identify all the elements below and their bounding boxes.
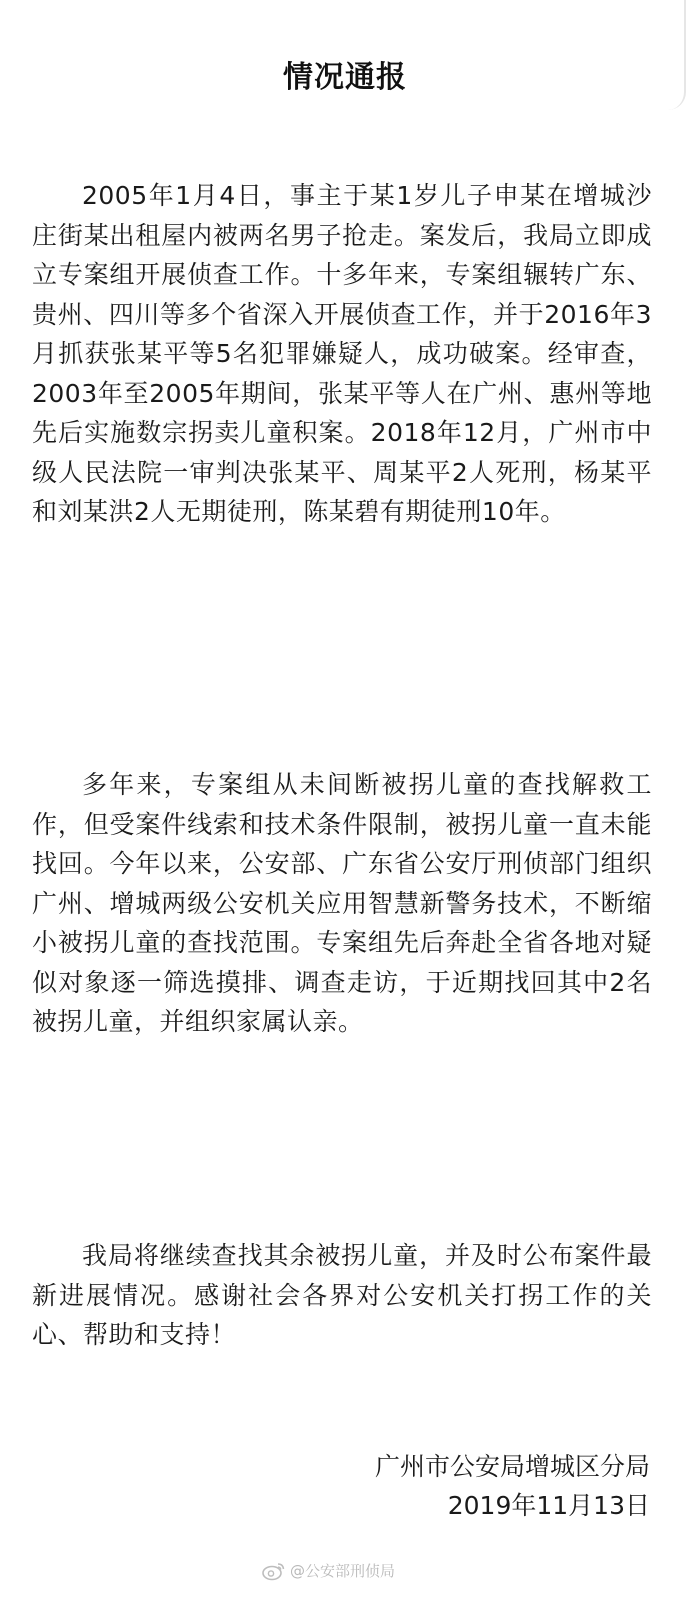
paragraph-case-history: 2005年1月4日，事主于某1岁儿子申某在增城沙庄街某出租屋内被两名男子抢走。案发后，我局立即成立专案组开展侦查工作。十多年来，专案组辗转广东、贵州、四川等多个省深入开展侦查工作，并于2016年3月抓获张某平等5名犯罪嫌疑人，成功破案。经审查，2003年至2005年期间，张某平等人在广州、惠州等地先后实施数宗拐卖儿童积案。2018年12月，广州市中级人民法院一审判决张某平、周某平2人死刑，杨某平和刘某洪2人无期徒刑，陈某碧有期徒刑10年。 [32,181,652,526]
watermark-text: @公安部刑侦局 [290,1562,396,1580]
weibo-icon [262,1561,286,1581]
paragraph-search-progress: 多年来，专案组从未间断被拐儿童的查找解救工作，但受案件线索和技术条件限制，被拐儿童一直未能找回。今年以来，公安部、广东省公安厅刑侦部门组织广州、增城两级公安机关应用智慧新警务技术，不断缩小被拐儿童的查找范围。专案组先后奔赴全省各地对疑似对象逐一筛选摸排、调查走访，于近期找回其中2名被拐儿童，并组织家属认亲。 [32,770,652,1036]
signature-date: 2019年11月13日 [447,1491,650,1520]
watermark [262,1560,395,1581]
paragraph-closing-statement: 我局将继续查找其余被拐儿童，并及时公布案件最新进展情况。感谢社会各界对公安机关打拐工作的关心、帮助和支持！ [32,1241,652,1349]
signature-organization: 广州市公安局增城区分局 [374,1452,650,1481]
page-title: 情况通报 [283,60,407,95]
